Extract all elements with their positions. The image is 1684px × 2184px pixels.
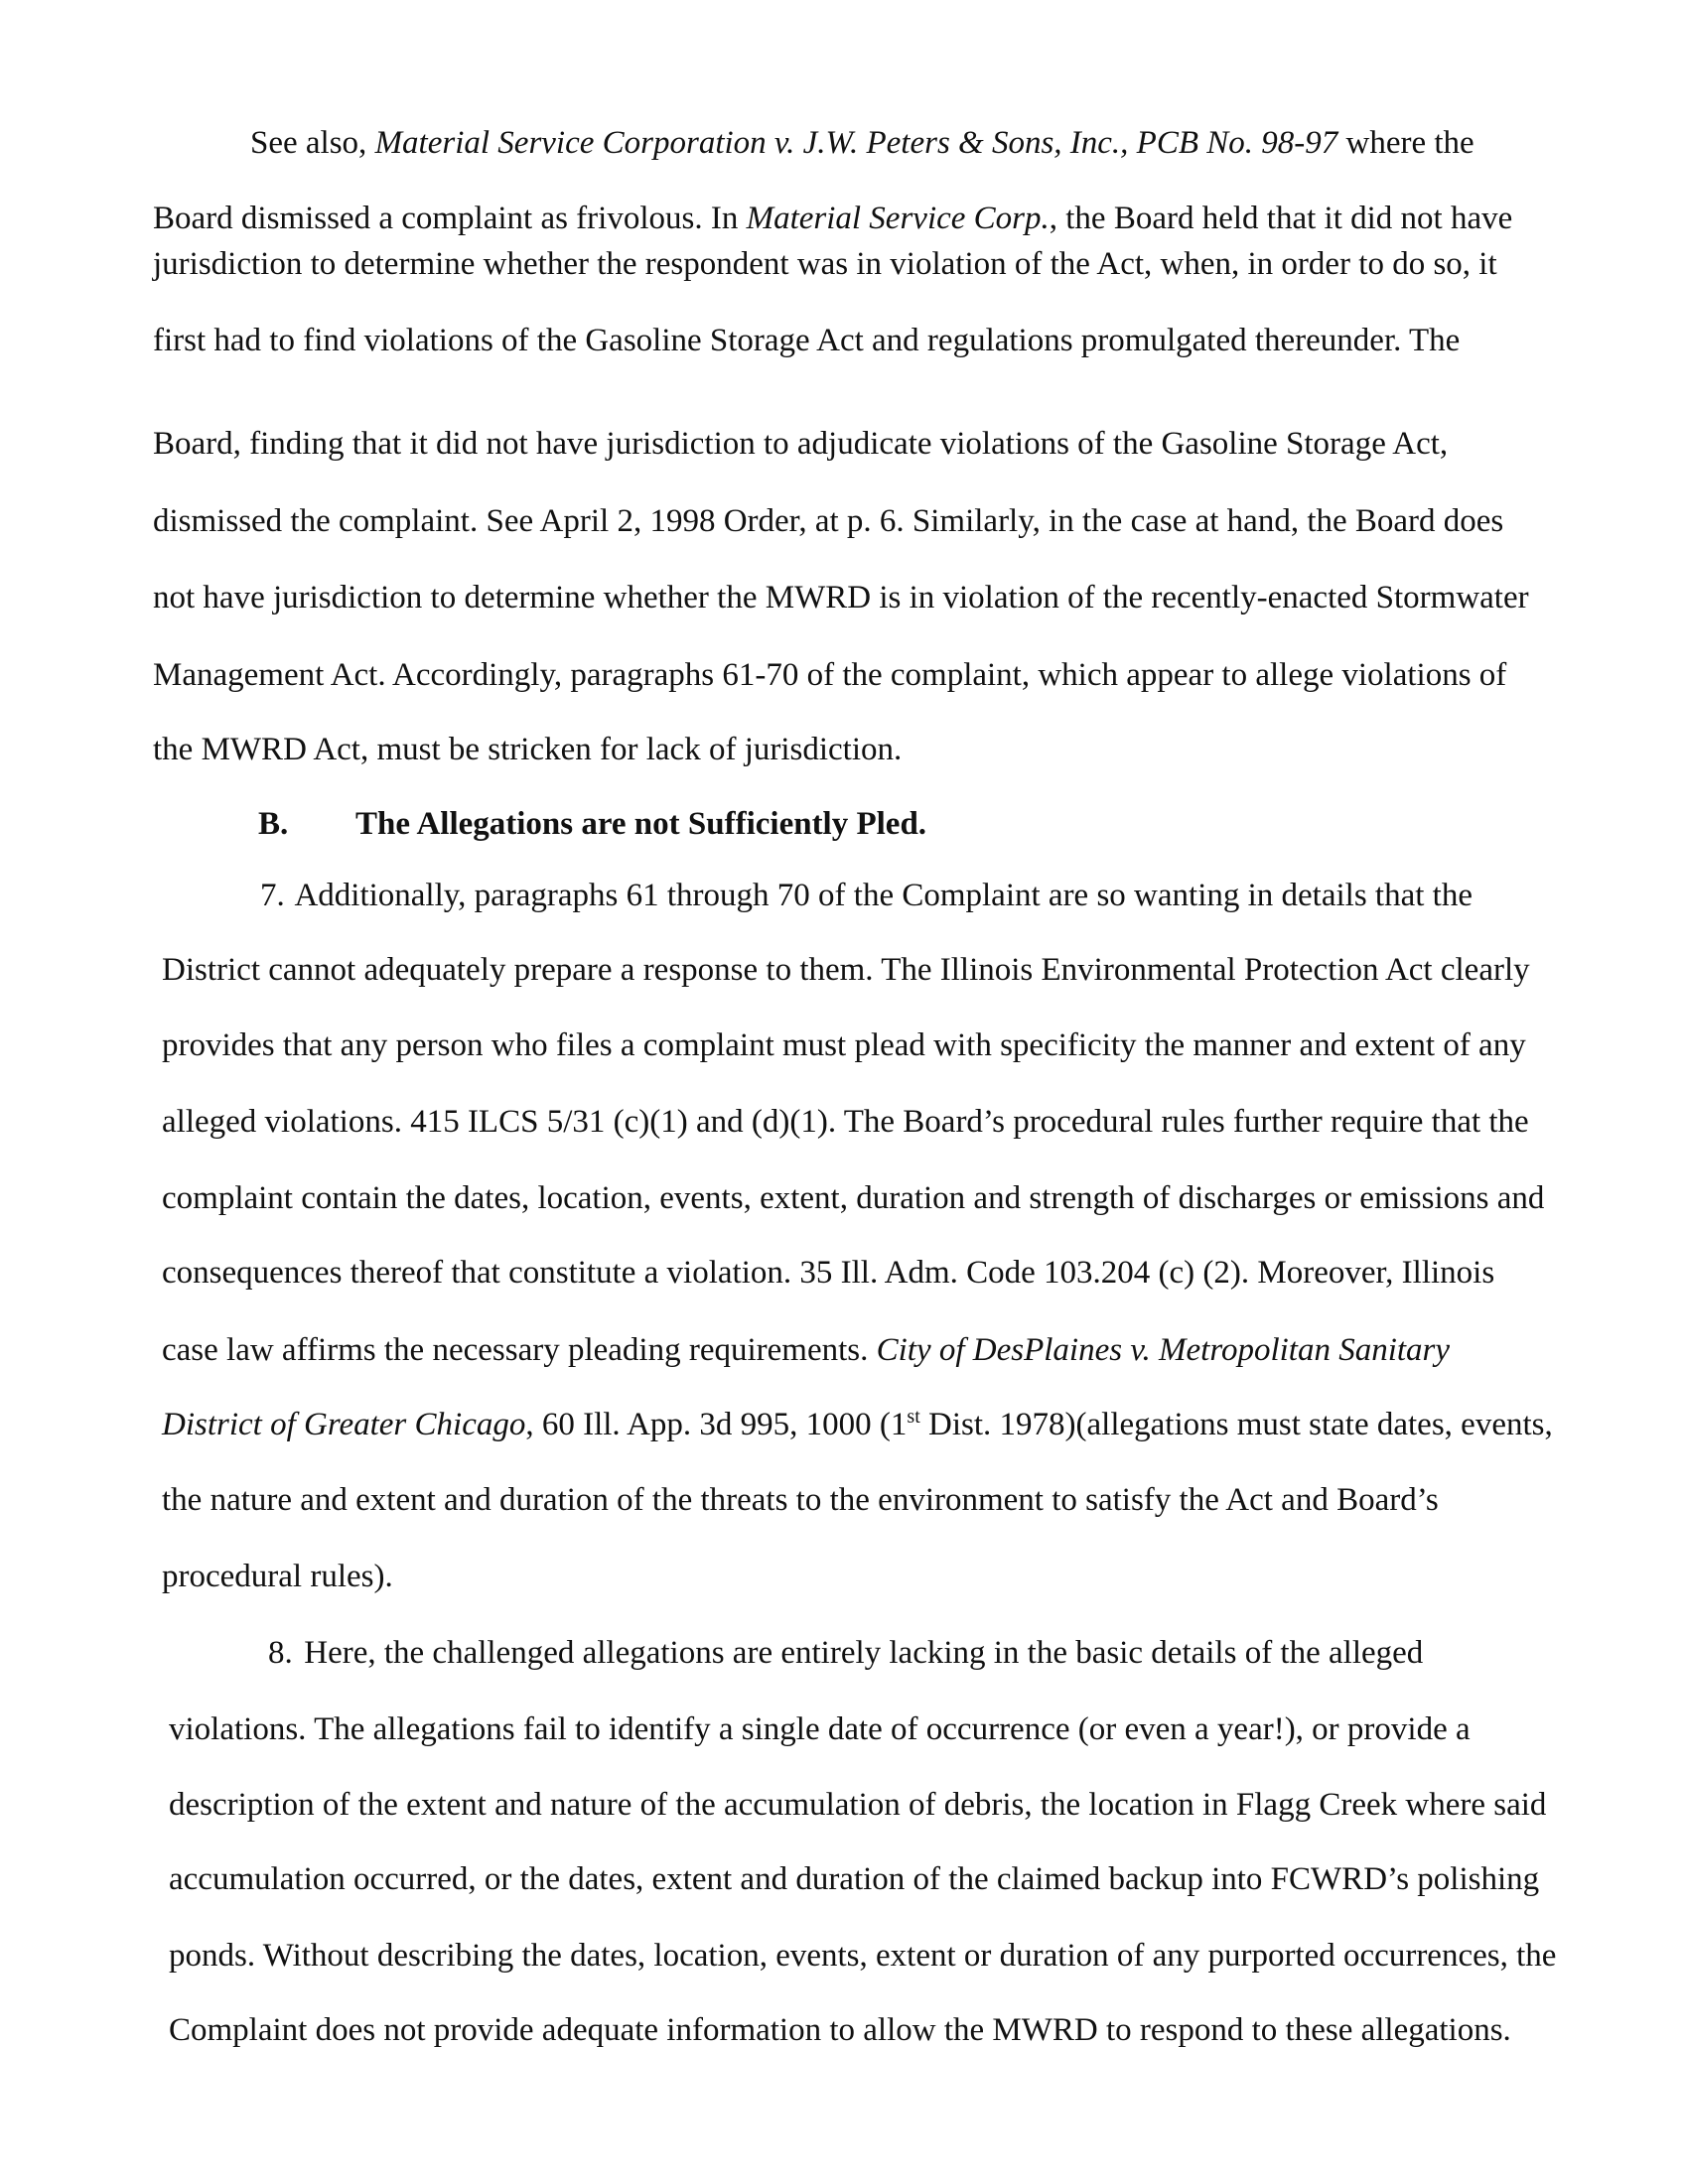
para7-line-8 <box>162 1405 1553 1444</box>
para7-line-4: alleged violations. 415 ILCS 5/31 (c)(1) and (d)(1). The Board’s procedural rules further require that the <box>162 1104 1529 1140</box>
para7-line-10: procedural rules). <box>162 1559 393 1594</box>
intro-line-7: not have jurisdiction to determine whether the MWRD is in violation of the recently-enacted Stormwater <box>153 580 1529 615</box>
intro-text: where the <box>1337 125 1474 161</box>
para7-text: case law affirms the necessary pleading requirements. <box>162 1332 877 1368</box>
para7-text: Additionally, paragraphs 61 through 70 of the Complaint are so wanting in details that the <box>294 878 1473 913</box>
para7-line-1 <box>260 876 1473 915</box>
intro-line-2 <box>153 199 1512 238</box>
intro-text: See also, <box>250 125 375 161</box>
para7-number: 7. <box>260 878 285 913</box>
para7-text: Dist. 1978)(allegations must state dates, events, <box>919 1407 1553 1442</box>
para7-line-5: complaint contain the dates, location, events, extent, duration and strength of discharges or emissions and <box>162 1180 1545 1216</box>
intro-text: Board dismissed a complaint as frivolous. In <box>153 201 747 236</box>
para8-line-5: ponds. Without describing the dates, location, events, extent or duration of any purported occurrences, the <box>169 1938 1557 1974</box>
para8-text: Here, the challenged allegations are entirely lacking in the basic details of the alleged <box>304 1635 1424 1671</box>
heading-letter: B. <box>258 806 289 842</box>
para7-line-7 <box>162 1330 1450 1370</box>
case-citation: District of Greater Chicago <box>162 1407 526 1442</box>
para7-text: , 60 Ill. App. 3d 995, 1000 (1 <box>525 1407 908 1442</box>
intro-line-8: Management Act. Accordingly, paragraphs 61-70 of the complaint, which appear to allege violations of <box>153 657 1507 693</box>
para8-line-3: description of the extent and nature of the accumulation of debris, the location in Flagg Creek where said <box>169 1787 1547 1823</box>
heading-text: The Allegations are not Sufficiently Pled. <box>355 806 927 842</box>
case-citation: Material Service Corporation v. J.W. Peters & Sons, Inc., PCB No. 98-97 <box>374 125 1338 161</box>
intro-line-1 <box>250 123 1474 163</box>
case-citation: City of DesPlaines v. Metropolitan Sanitary <box>876 1332 1451 1368</box>
intro-line-4: first had to find violations of the Gasoline Storage Act and regulations promulgated thereunder. The <box>153 323 1461 358</box>
para7-line-9: the nature and extent and duration of the threats to the environment to satisfy the Act and Board’s <box>162 1482 1439 1518</box>
intro-line-3: jurisdiction to determine whether the respondent was in violation of the Act, when, in order to do so, it <box>153 246 1497 282</box>
section-heading-b <box>258 804 926 844</box>
intro-line-6: dismissed the complaint. See April 2, 1998 Order, at p. 6. Similarly, in the case at hand, the Board does <box>153 503 1504 539</box>
para8-line-6: Complaint does not provide adequate information to allow the MWRD to respond to these allegations. <box>169 2012 1511 2048</box>
intro-line-9: the MWRD Act, must be stricken for lack of jurisdiction. <box>153 732 903 767</box>
intro-text: , the Board held that it did not have <box>1049 201 1513 236</box>
para8-line-4: accumulation occurred, or the dates, extent and duration of the claimed backup into FCWRD’s polishing <box>169 1861 1540 1897</box>
intro-line-5: Board, finding that it did not have jurisdiction to adjudicate violations of the Gasoline Storage Act, <box>153 426 1449 462</box>
para8-number: 8. <box>268 1635 293 1671</box>
para8-line-1 <box>268 1633 1423 1673</box>
para7-line-6: consequences thereof that constitute a violation. 35 Ill. Adm. Code 103.204 (c) (2). Moreover, Illinois <box>162 1255 1495 1291</box>
case-citation: Material Service Corp. <box>746 201 1050 236</box>
para8-line-2: violations. The allegations fail to identify a single date of occurrence (or even a year!), or provide a <box>169 1711 1471 1747</box>
para7-line-3: provides that any person who files a complaint must plead with specificity the manner and extent of any <box>162 1027 1526 1063</box>
para7-line-2: District cannot adequately prepare a response to them. The Illinois Environmental Protection Act clearly <box>162 952 1530 988</box>
ordinal-superscript: st <box>907 1406 920 1428</box>
